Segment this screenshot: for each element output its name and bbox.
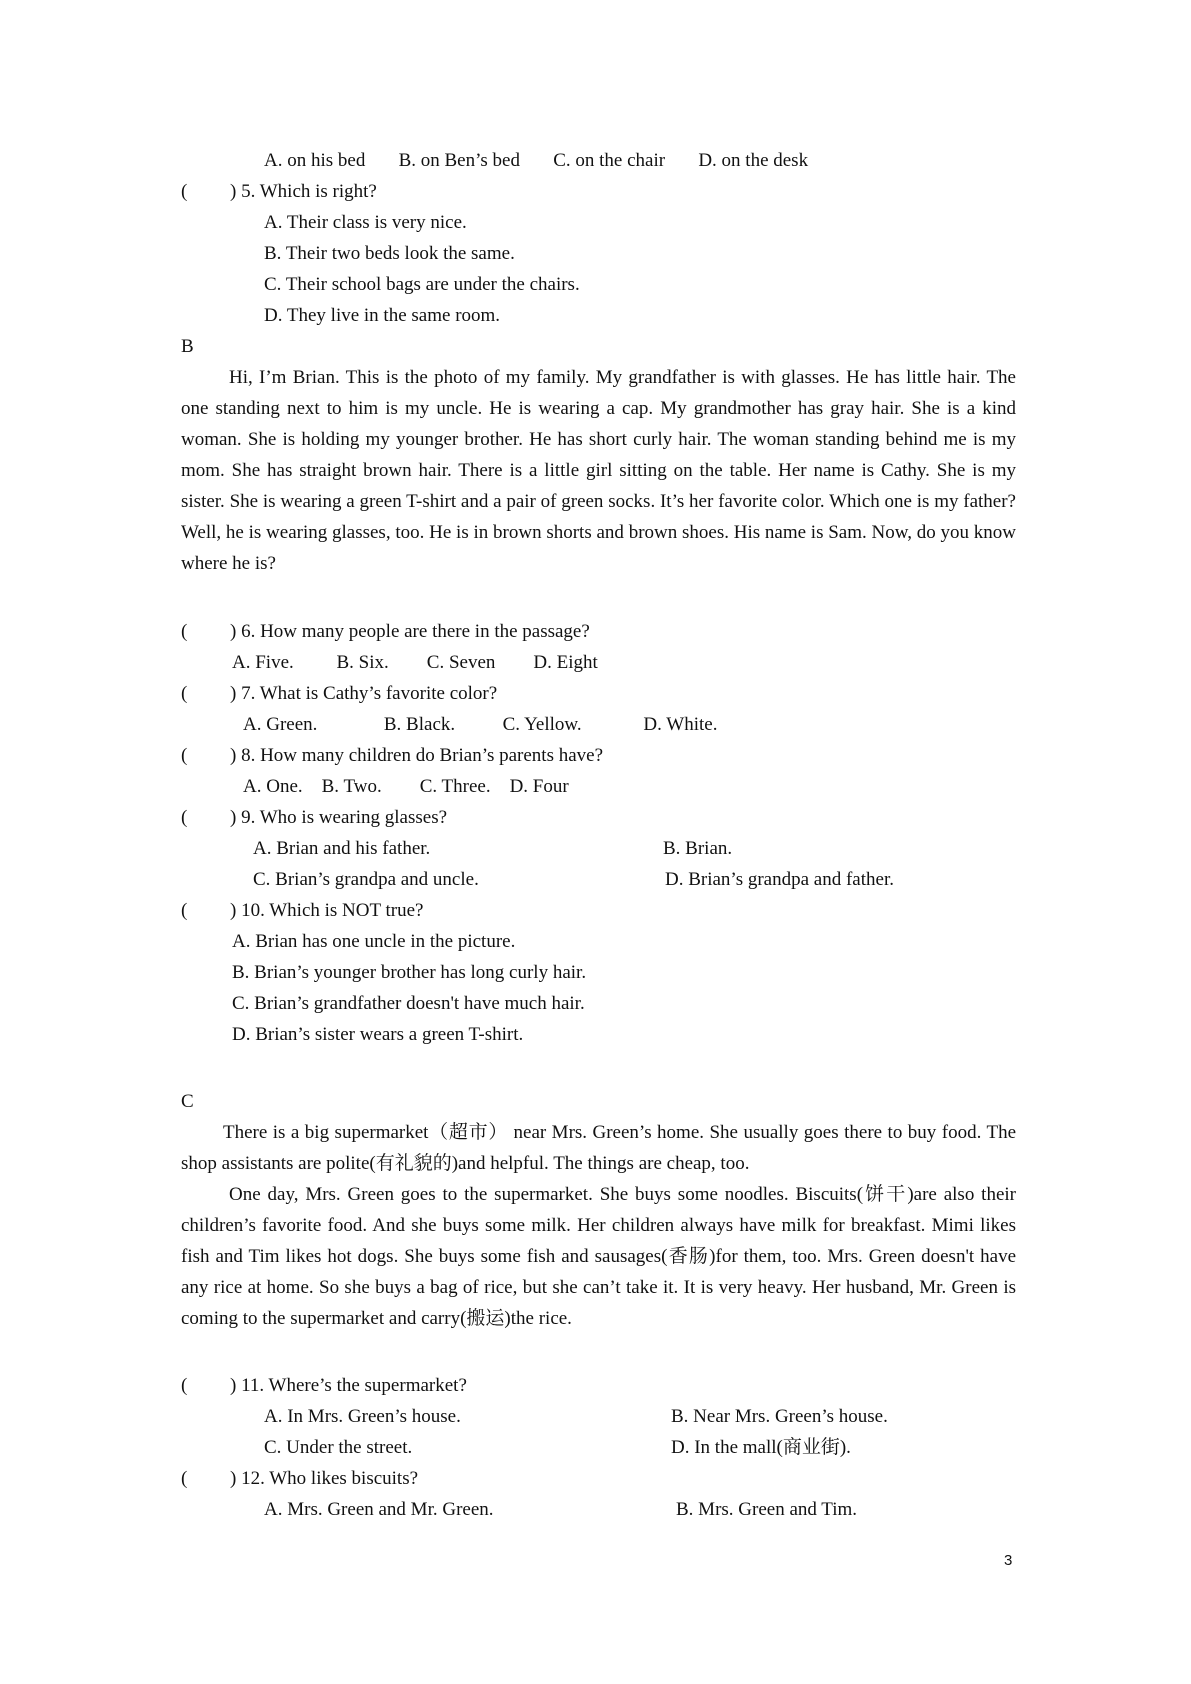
question-6 bbox=[181, 616, 590, 647]
section-b-label: B bbox=[181, 336, 194, 357]
q11-option-b: B. Near Mrs. Green’s house. bbox=[671, 1406, 888, 1427]
section-c-paragraph-2: One day, Mrs. Green goes to the supermarket. She buys some noodles. Biscuits(饼干)are also their children’s favorite food. And she buys some milk. Her children always have milk for breakfast. Mimi likes fish and Tim likes hot dogs. She buys some fish and sausages(香肠)for them, too. Mrs. Green doesn't have any rice at home. So she buys a bag of rice, but she can’t take it. It is very heavy. Her husband, Mr. Green is coming to the supermarket and carry(搬运)the rice. bbox=[181, 1184, 1016, 1329]
question-text: ) 10. Which is NOT true? bbox=[230, 900, 424, 921]
q5-option-a: A. Their class is very nice. bbox=[264, 212, 467, 233]
q9-option-c: C. Brian’s grandpa and uncle. bbox=[253, 869, 479, 890]
question-text: ) 11. Where’s the supermarket? bbox=[230, 1375, 467, 1396]
q9-option-a: A. Brian and his father. bbox=[253, 838, 431, 859]
q5-option-b: B. Their two beds look the same. bbox=[264, 243, 515, 264]
q11-option-c: C. Under the street. bbox=[264, 1437, 413, 1458]
q4-options: A. on his bed B. on Ben’s bed C. on the chair D. on the desk bbox=[264, 150, 809, 171]
answer-paren: ( bbox=[181, 621, 188, 642]
answer-paren: ( bbox=[181, 181, 188, 202]
q6-options: A. Five. B. Six. C. Seven D. Eight bbox=[232, 652, 598, 673]
page-number: 3 bbox=[1004, 1552, 1013, 1569]
q10-option-b: B. Brian’s younger brother has long curly hair. bbox=[232, 962, 587, 983]
section-c-label: C bbox=[181, 1091, 194, 1112]
q5-option-c: C. Their school bags are under the chairs. bbox=[264, 274, 580, 295]
question-7 bbox=[181, 678, 497, 709]
q11-option-a: A. In Mrs. Green’s house. bbox=[264, 1406, 461, 1427]
answer-paren: ( bbox=[181, 683, 188, 704]
q12-option-a: A. Mrs. Green and Mr. Green. bbox=[264, 1499, 494, 1520]
question-9 bbox=[181, 802, 447, 833]
q9-option-d: D. Brian’s grandpa and father. bbox=[665, 869, 894, 890]
q11-option-d: D. In the mall(商业街). bbox=[671, 1437, 851, 1458]
question-text: ) 12. Who likes biscuits? bbox=[230, 1468, 419, 1489]
answer-paren: ( bbox=[181, 807, 188, 828]
question-11 bbox=[181, 1370, 467, 1401]
section-b-passage: Hi, I’m Brian. This is the photo of my family. My grandfather is with glasses. He has little hair. The one standing next to him is my uncle. He is wearing a cap. My grandmother has gray hair. She is a kind woman. She is holding my younger brother. He has short curly hair. The woman standing behind me is my mom. She has straight brown hair. There is a little girl sitting on the table. Her name is Cathy. She is my sister. She is wearing a green T-shirt and a pair of green socks. It’s her favorite color. Which one is my father? Well, he is wearing glasses, too. He is in brown shorts and brown shoes. His name is Sam. Now, do you know where he is? bbox=[181, 367, 1016, 574]
q10-option-a: A. Brian has one uncle in the picture. bbox=[232, 931, 516, 952]
question-text: ) 5. Which is right? bbox=[230, 181, 377, 202]
q10-option-c: C. Brian’s grandfather doesn't have much hair. bbox=[232, 993, 585, 1014]
question-5 bbox=[181, 176, 377, 207]
question-12 bbox=[181, 1463, 418, 1494]
answer-paren: ( bbox=[181, 745, 188, 766]
question-text: ) 6. How many people are there in the passage? bbox=[230, 621, 590, 642]
q8-options: A. One. B. Two. C. Three. D. Four bbox=[243, 776, 569, 797]
answer-paren: ( bbox=[181, 1375, 188, 1396]
q7-options: A. Green. B. Black. C. Yellow. D. White. bbox=[243, 714, 718, 735]
q5-option-d: D. They live in the same room. bbox=[264, 305, 501, 326]
question-text: ) 7. What is Cathy’s favorite color? bbox=[230, 683, 498, 704]
section-c-paragraph-1: There is a big supermarket（超市） near Mrs. Green’s home. She usually goes there to buy food. The shop assistants are polite(有礼貌的)and helpful. The things are cheap, too. bbox=[181, 1122, 1016, 1174]
q12-option-b: B. Mrs. Green and Tim. bbox=[676, 1499, 858, 1520]
answer-paren: ( bbox=[181, 900, 188, 921]
q9-option-b: B. Brian. bbox=[663, 838, 733, 859]
question-8 bbox=[181, 740, 603, 771]
question-text: ) 8. How many children do Brian’s parents have? bbox=[230, 745, 604, 766]
question-text: ) 9. Who is wearing glasses? bbox=[230, 807, 448, 828]
question-10 bbox=[181, 895, 423, 926]
q10-option-d: D. Brian’s sister wears a green T-shirt. bbox=[232, 1024, 524, 1045]
answer-paren: ( bbox=[181, 1468, 188, 1489]
